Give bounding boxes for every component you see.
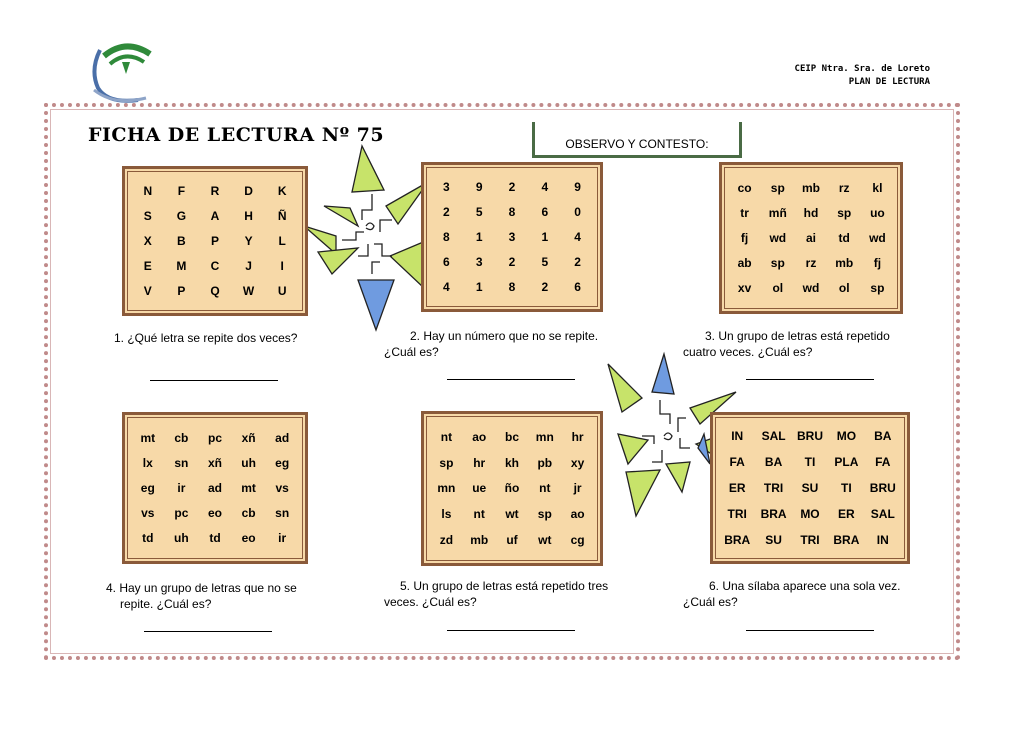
grid-cell: mt <box>241 480 256 495</box>
question-5-line1: 5. Un grupo de letras está repetido tres <box>400 579 609 593</box>
grid-cell: mt <box>140 430 156 445</box>
grid-cell: 9 <box>475 180 483 195</box>
instruction-box <box>532 122 742 158</box>
grid-cell: td <box>209 531 221 546</box>
question-4 <box>106 580 297 612</box>
grid-cell: pc <box>207 430 222 445</box>
question-1-text: 1. ¿Qué letra se repite dos veces? <box>114 331 298 345</box>
grid-cell: P <box>210 233 219 248</box>
grid-cell: td <box>838 230 850 245</box>
grid-cell: ls <box>441 507 452 522</box>
grid-cell: U <box>277 283 287 298</box>
number-grid-2 <box>421 162 603 312</box>
grid-cell: A <box>210 209 220 224</box>
grid-cell: 8 <box>443 229 450 244</box>
grid-cell: sp <box>439 455 454 470</box>
grid-cell: uo <box>870 205 885 220</box>
grid-cell: mn <box>535 429 554 444</box>
grid-cell: sn <box>275 506 290 521</box>
question-3 <box>683 328 890 360</box>
grid-cell: tr <box>740 205 749 220</box>
grid-cell: uh <box>241 455 256 470</box>
question-6 <box>683 578 900 610</box>
grid-cell: TRI <box>763 481 784 495</box>
letter-group-grid-4 <box>122 412 308 564</box>
grid-cell: W <box>242 283 255 298</box>
grid-cell: kl <box>872 180 883 195</box>
grid-cell: kh <box>504 455 519 470</box>
grid-cell: Y <box>244 233 253 248</box>
syllable-grid-6 <box>710 412 910 564</box>
grid-cell: ao <box>472 429 487 444</box>
question-2 <box>384 328 598 360</box>
grid-cell: ai <box>805 230 816 245</box>
grid-cell: ir <box>278 531 287 546</box>
grid-cell: 6 <box>574 279 581 294</box>
grid-cell: 9 <box>574 180 581 195</box>
grid-cell: 6 <box>443 254 450 269</box>
grid-cell: F <box>177 184 186 199</box>
grid-cell: P <box>177 283 186 298</box>
grid-cell: wd <box>769 230 787 245</box>
question-5 <box>384 578 608 610</box>
grid-cell: xñ <box>241 430 256 445</box>
grid-cell: 3 <box>508 229 516 244</box>
grid-cell: ir <box>177 480 186 495</box>
grid-cell: 1 <box>475 229 483 244</box>
grid-cell: TI <box>841 481 852 495</box>
grid-cell: J <box>245 258 252 273</box>
grid-cell: td <box>142 531 154 546</box>
grid-cell: PLA <box>834 455 859 469</box>
instruction-label: OBSERVO Y CONTESTO: <box>565 137 709 151</box>
grid-cell: mb <box>801 180 820 195</box>
school-name: CEIP Ntra. Sra. de Loreto <box>794 64 930 74</box>
grid-cell: sn <box>174 455 189 470</box>
grid-cell: IN <box>876 533 889 547</box>
question-1 <box>114 330 297 346</box>
grid-cell: BRU <box>796 429 823 443</box>
grid-cell: BA <box>874 429 892 443</box>
grid-cell: ad <box>275 430 290 445</box>
grid-cell: jr <box>573 481 582 496</box>
grid-cell: I <box>280 258 284 273</box>
grid-cell: nt <box>473 507 485 522</box>
grid-cell: 1 <box>541 229 549 244</box>
grid-cell: BRA <box>833 533 860 547</box>
grid-cell: vs <box>141 506 155 521</box>
grid-cell: 3 <box>443 180 450 195</box>
letter-group-grid-3 <box>719 162 903 314</box>
grid-cell: ad <box>207 480 222 495</box>
question-6-line2: ¿Cuál es? <box>683 595 738 609</box>
grid-cell: TRI <box>800 533 820 547</box>
grid-cell: cb <box>241 506 256 521</box>
grid-cell: sp <box>770 256 785 271</box>
grid-cell: ol <box>772 281 784 296</box>
answer-line-1[interactable] <box>150 380 278 381</box>
junta-andalucia-logo-icon <box>86 40 166 106</box>
grid-cell: 6 <box>541 205 549 220</box>
grid-cell: SU <box>765 533 782 547</box>
grid-cell: BRA <box>724 533 751 547</box>
answer-line-6[interactable] <box>746 630 874 631</box>
grid-cell: ol <box>838 281 850 296</box>
grid-cell: FA <box>875 455 891 469</box>
grid-cell: hr <box>473 455 486 470</box>
question-2-line1: 2. Hay un número que no se repite. <box>410 329 599 343</box>
grid-cell: 5 <box>475 205 483 220</box>
question-4-line2: repite. ¿Cuál es? <box>120 597 212 611</box>
grid-cell: 1 <box>475 279 483 294</box>
answer-line-4[interactable] <box>144 631 272 632</box>
star-decoration-icon <box>302 144 432 334</box>
grid-cell: S <box>143 209 152 224</box>
question-2-line2: ¿Cuál es? <box>384 345 439 359</box>
grid-cell: X <box>143 233 152 248</box>
grid-cell: H <box>244 209 253 224</box>
grid-cell: ER <box>728 481 746 495</box>
grid-cell: pb <box>537 455 553 470</box>
grid-cell: fj <box>740 230 749 245</box>
grid-cell: uf <box>506 533 518 548</box>
grid-cell: 4 <box>541 180 549 195</box>
grid-cell: nt <box>539 481 551 496</box>
grid-cell: wd <box>869 230 886 245</box>
grid-cell: FA <box>729 455 745 469</box>
grid-cell: cb <box>174 430 189 445</box>
grid-cell: sp <box>837 205 852 220</box>
letter-grid-1 <box>122 166 308 316</box>
grid-cell: 8 <box>508 279 516 294</box>
grid-cell: xy <box>570 455 585 470</box>
answer-line-5[interactable] <box>447 630 575 631</box>
grid-cell: MO <box>800 507 820 521</box>
grid-cell: BRA <box>760 507 787 521</box>
grid-cell: co <box>737 180 752 195</box>
grid-cell: IN <box>731 429 744 443</box>
grid-cell: sp <box>537 507 552 522</box>
letter-group-grid-5 <box>421 411 603 566</box>
grid-cell: wd <box>802 281 820 296</box>
grid-cell: V <box>143 283 152 298</box>
grid-cell: SU <box>801 481 819 495</box>
grid-cell: wt <box>505 507 519 522</box>
grid-cell: eo <box>241 531 256 546</box>
grid-cell: ao <box>570 507 585 522</box>
grid-cell: 2 <box>443 205 450 220</box>
grid-cell: M <box>176 258 187 273</box>
grid-cell: rz <box>838 180 850 195</box>
question-3-line1: 3. Un grupo de letras está repetido <box>705 329 890 343</box>
grid-cell: Q <box>210 283 220 298</box>
grid-cell: 2 <box>508 180 516 195</box>
grid-cell: eg <box>275 455 290 470</box>
grid-cell: 8 <box>508 205 516 220</box>
grid-cell: sp <box>770 180 785 195</box>
grid-cell: ño <box>504 481 520 496</box>
grid-cell: 0 <box>574 205 581 220</box>
grid-cell: eg <box>140 480 155 495</box>
grid-cell: K <box>277 184 287 199</box>
grid-cell: L <box>278 233 286 248</box>
grid-cell: BA <box>764 455 783 469</box>
grid-cell: ue <box>472 481 487 496</box>
grid-cell: ab <box>737 256 752 271</box>
grid-cell: lx <box>142 455 153 470</box>
grid-cell: wt <box>538 533 552 548</box>
grid-cell: SAL <box>761 429 786 443</box>
question-3-line2: cuatro veces. ¿Cuál es? <box>683 345 813 359</box>
grid-cell: cg <box>570 533 585 548</box>
grid-cell: sp <box>870 281 885 296</box>
answer-line-3[interactable] <box>746 379 874 380</box>
grid-cell: uh <box>174 531 189 546</box>
grid-cell: mb <box>835 256 854 271</box>
grid-cell: xñ <box>207 455 222 470</box>
grid-cell: Ñ <box>277 209 287 224</box>
grid-cell: MO <box>836 429 857 443</box>
grid-cell: N <box>143 184 153 199</box>
program-name: PLAN DE LECTURA <box>848 77 930 87</box>
grid-cell: fj <box>873 256 882 271</box>
grid-cell: TRI <box>727 507 747 521</box>
worksheet-title: FICHA DE LECTURA Nº 75 <box>88 124 385 146</box>
grid-cell: BRU <box>869 481 896 495</box>
grid-cell: bc <box>504 429 519 444</box>
grid-cell: C <box>210 258 220 273</box>
grid-cell: G <box>176 209 187 224</box>
grid-cell: 5 <box>541 254 549 269</box>
grid-cell: 2 <box>508 254 516 269</box>
grid-cell: vs <box>275 480 289 495</box>
grid-cell: 3 <box>475 254 483 269</box>
grid-cell: 2 <box>574 254 581 269</box>
grid-cell: eo <box>207 506 222 521</box>
grid-cell: B <box>177 233 186 248</box>
grid-cell: 4 <box>443 279 450 294</box>
grid-cell: mn <box>437 481 456 496</box>
grid-cell: 4 <box>574 229 581 244</box>
grid-cell: mb <box>470 533 489 548</box>
grid-cell: R <box>210 184 220 199</box>
grid-cell: E <box>143 258 152 273</box>
answer-line-2[interactable] <box>447 379 575 380</box>
grid-cell: 2 <box>541 279 549 294</box>
grid-cell: mñ <box>768 205 787 220</box>
grid-cell: SAL <box>870 507 895 521</box>
question-4-line1: 4. Hay un grupo de letras que no se <box>106 581 297 595</box>
question-6-line1: 6. Una sílaba aparece una sola vez. <box>709 579 901 593</box>
grid-cell: pc <box>174 506 189 521</box>
grid-cell: D <box>244 184 253 199</box>
grid-cell: TI <box>804 455 816 469</box>
grid-cell: hd <box>803 205 819 220</box>
grid-cell: ER <box>838 507 855 521</box>
grid-cell: rz <box>805 256 817 271</box>
grid-cell: xv <box>737 281 752 296</box>
grid-cell: hr <box>571 429 584 444</box>
grid-cell: zd <box>439 533 454 548</box>
grid-cell: nt <box>440 429 453 444</box>
question-5-line2: veces. ¿Cuál es? <box>384 595 477 609</box>
